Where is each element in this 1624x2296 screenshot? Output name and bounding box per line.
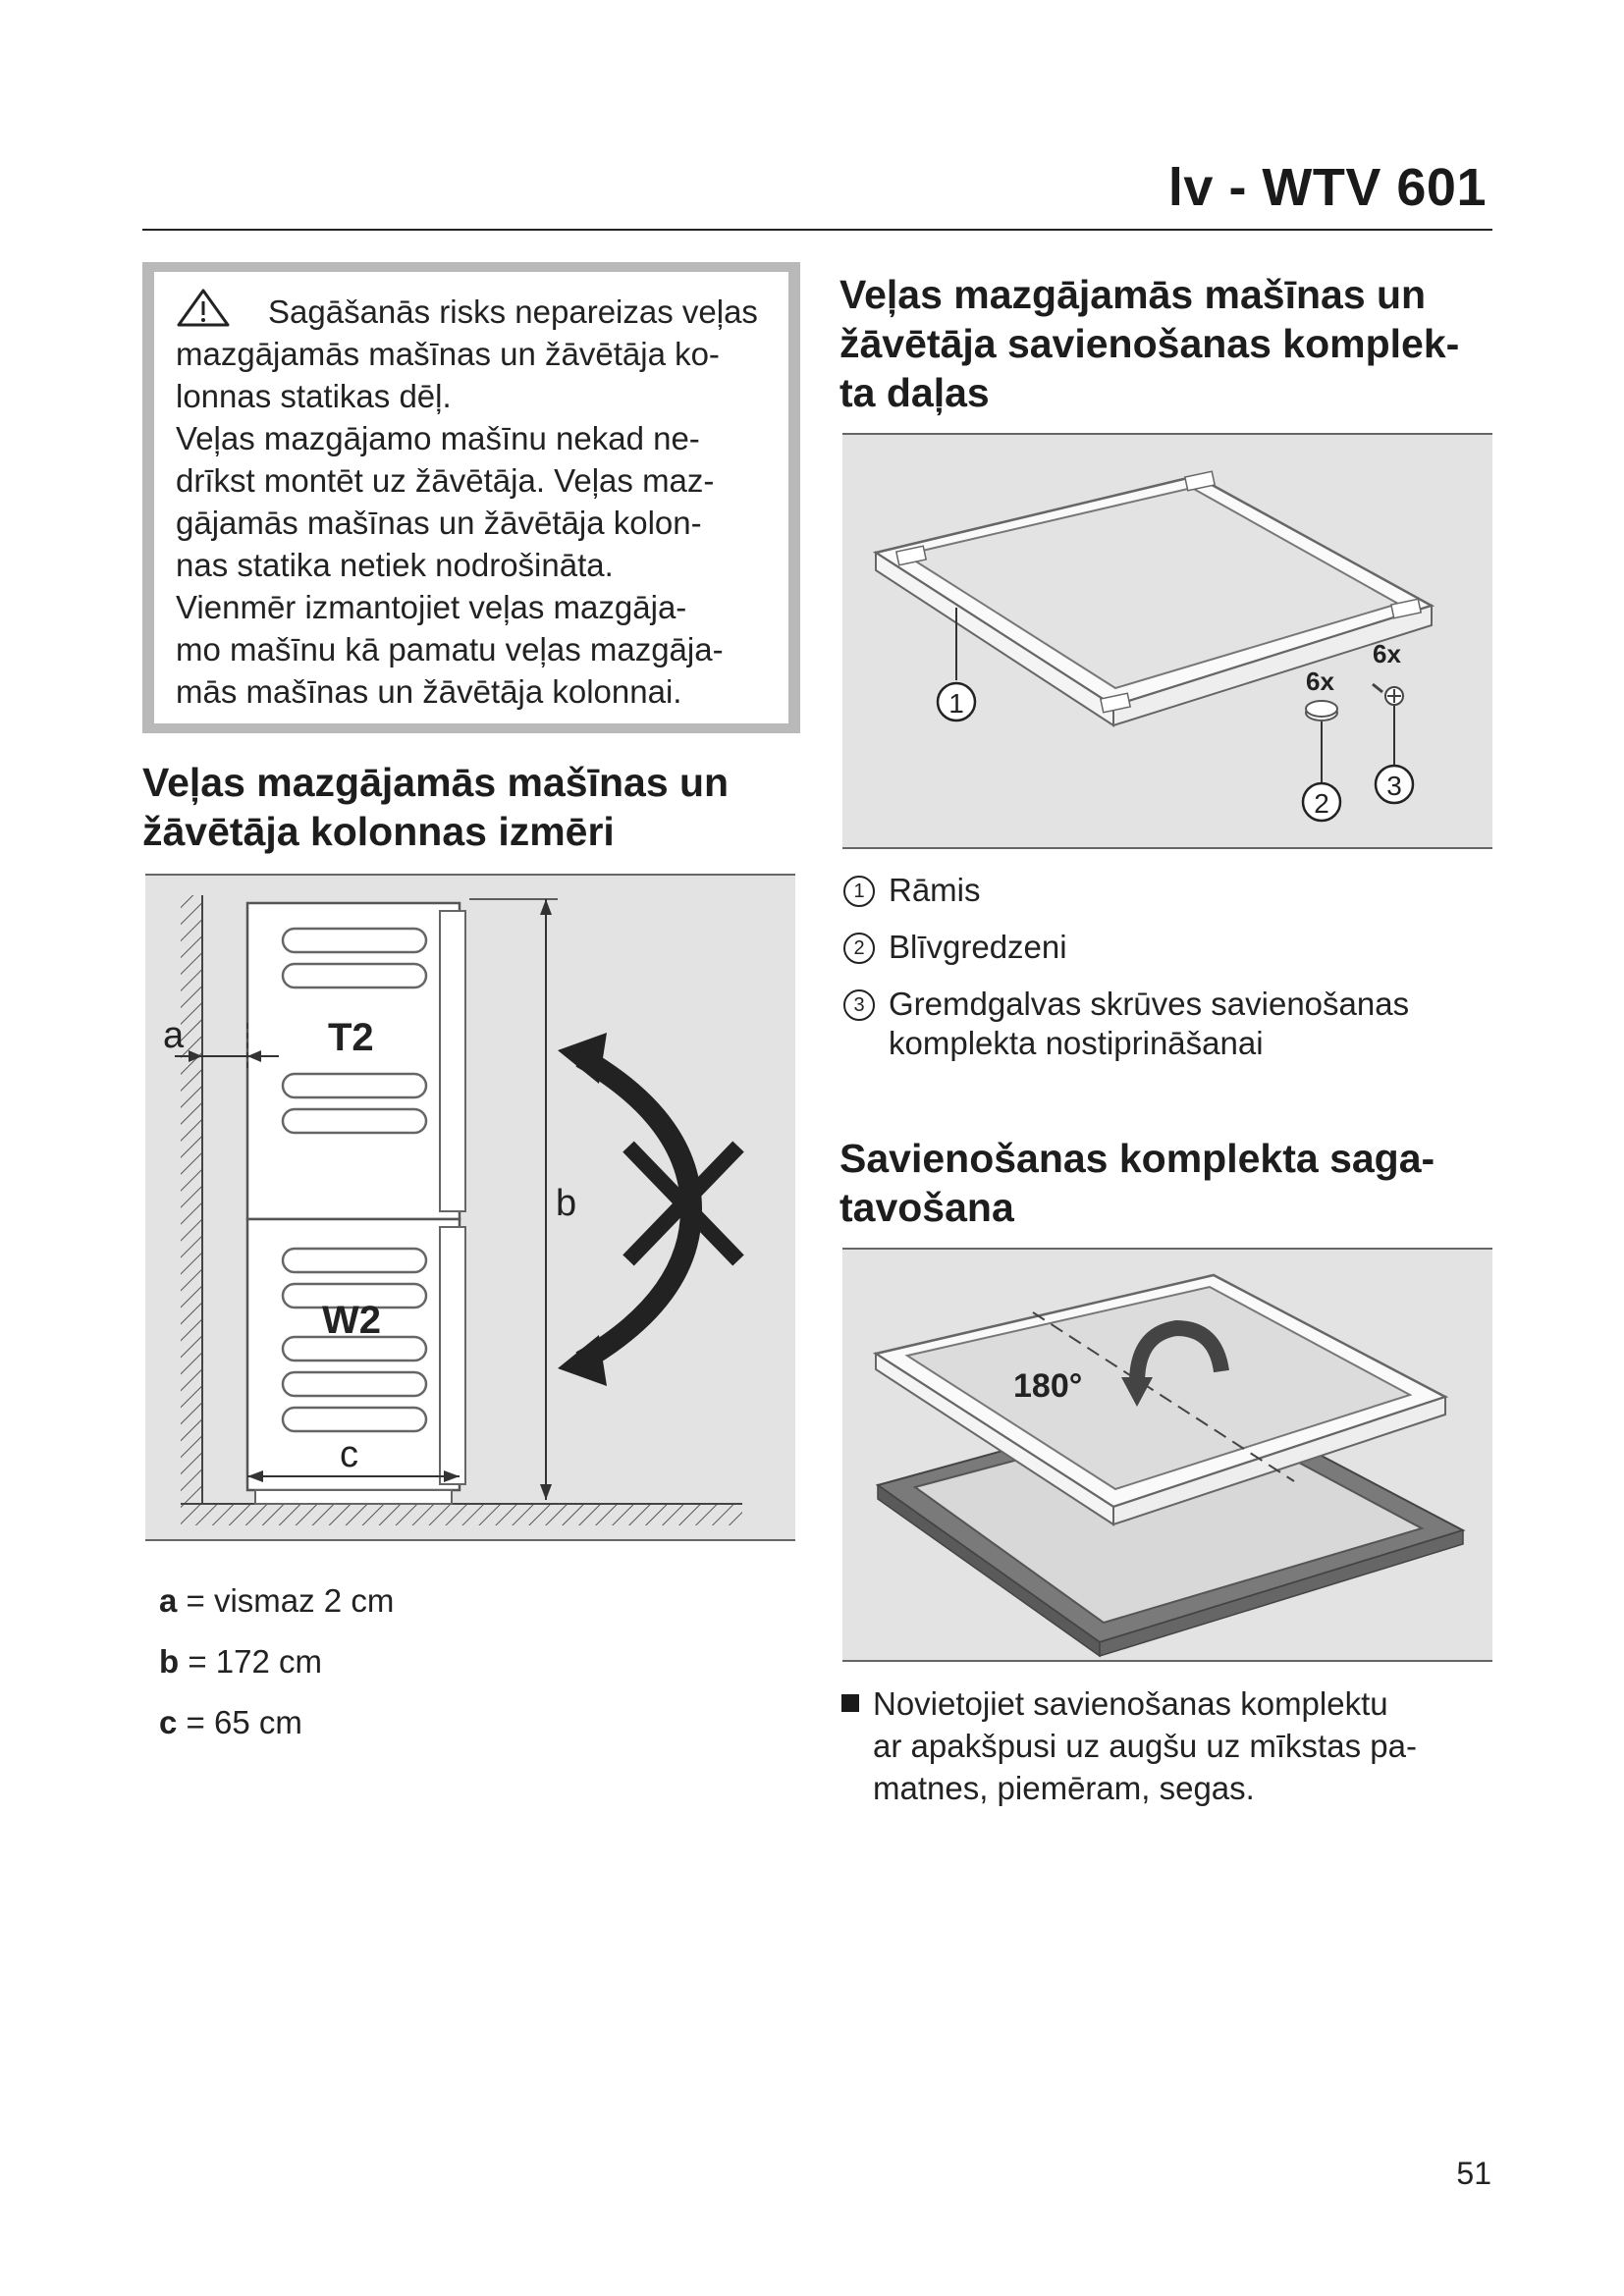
seal-ring-quantity: 6x (1306, 667, 1334, 696)
warning-paragraph-3: Vienmēr izmantojiet veļas mazgāja- mo mašīnu kā pamatu veļas mazgāja- mās mašīnas un žāvētāja kolonnai. (176, 589, 724, 710)
warning-box (142, 262, 800, 733)
dimension-c-label: c (340, 1434, 358, 1475)
floor-hatch (181, 1504, 742, 1525)
callout-2-label: 2 (1314, 788, 1329, 819)
page-header-title: lv - WTV 601 (1167, 158, 1487, 217)
dimension-b-row: b = 172 cm (159, 1643, 322, 1680)
legend-item-screws (839, 985, 1507, 1063)
dimension-b-label: b (556, 1183, 577, 1224)
legend-item-frame (839, 871, 1507, 910)
wall-hatch (181, 895, 202, 1504)
warning-paragraph-1 (176, 288, 771, 417)
rotation-angle-label: 180° (1013, 1367, 1083, 1405)
legend-text-1: Rāmis (889, 872, 981, 908)
kit-frame-diagram (842, 435, 1492, 847)
dimension-list (159, 1571, 748, 1753)
callout-1-label: 1 (948, 688, 964, 719)
stacked-appliances-diagram (145, 876, 795, 1539)
dimension-a-label: a (163, 1015, 185, 1056)
kit-parts-figure (842, 433, 1492, 849)
warning-triangle-icon (176, 288, 231, 327)
warning-lead-continuation: mazgājamās mašīnas un žāvētāja ko- lonnas statikas dēļ. (176, 336, 720, 414)
screw-icon (1373, 684, 1403, 705)
screw-quantity: 6x (1373, 639, 1401, 668)
legend-item-seal-rings (839, 928, 1507, 967)
column-dimensions-figure (145, 874, 795, 1541)
bullet-square-icon (841, 1694, 859, 1712)
dimension-a-row: a = vismaz 2 cm (159, 1582, 395, 1619)
callout-3-label: 3 (1386, 771, 1402, 801)
legend-num-3: 3 (843, 989, 875, 1021)
flip-frame-diagram (842, 1250, 1492, 1660)
instruction-text: Novietojiet savienošanas komplektu ar apakšpusi uz augšu uz mīkstas pa- matnes, piemēram, segas. (873, 1685, 1417, 1806)
column-dimensions-heading: Veļas mazgājamās mašīnas un žāvētāja kolonnas izmēri (142, 760, 730, 854)
warning-paragraph-2: Veļas mazgājamo mašīnu nekad ne- drīkst montēt uz žāvētāja. Veļas maz- gājamās mašīnas un žāvētāja kolon- nas statika netiek nodrošināta. (176, 420, 715, 583)
page-number: 51 (1456, 2156, 1491, 2191)
parts-legend (839, 871, 1507, 1063)
legend-text-2: Blīvgredzeni (889, 929, 1067, 965)
legend-num-2: 2 (843, 933, 875, 964)
warning-content (154, 272, 788, 723)
header-divider (142, 229, 1492, 231)
kit-preparation-heading: Savienošanas komplekta saga- tavošana (839, 1136, 1435, 1230)
legend-text-3: Gremdgalvas skrūves savienošanas komplekta nostiprināšanai (889, 986, 1410, 1061)
dimension-c-row: c = 65 cm (159, 1704, 302, 1740)
legend-num-1: 1 (843, 876, 875, 907)
kit-preparation-figure (842, 1248, 1492, 1662)
warning-lead-text: Sagāšanās risks nepareizas veļas (268, 294, 758, 330)
kit-parts-heading: Veļas mazgājamās mašīnas un žāvētāja savienošanas komplek- ta daļas (839, 272, 1460, 415)
dryer-label-t2: T2 (328, 1016, 374, 1059)
instruction-bullet (841, 1682, 1509, 1809)
washer-label-w2: W2 (322, 1299, 381, 1342)
